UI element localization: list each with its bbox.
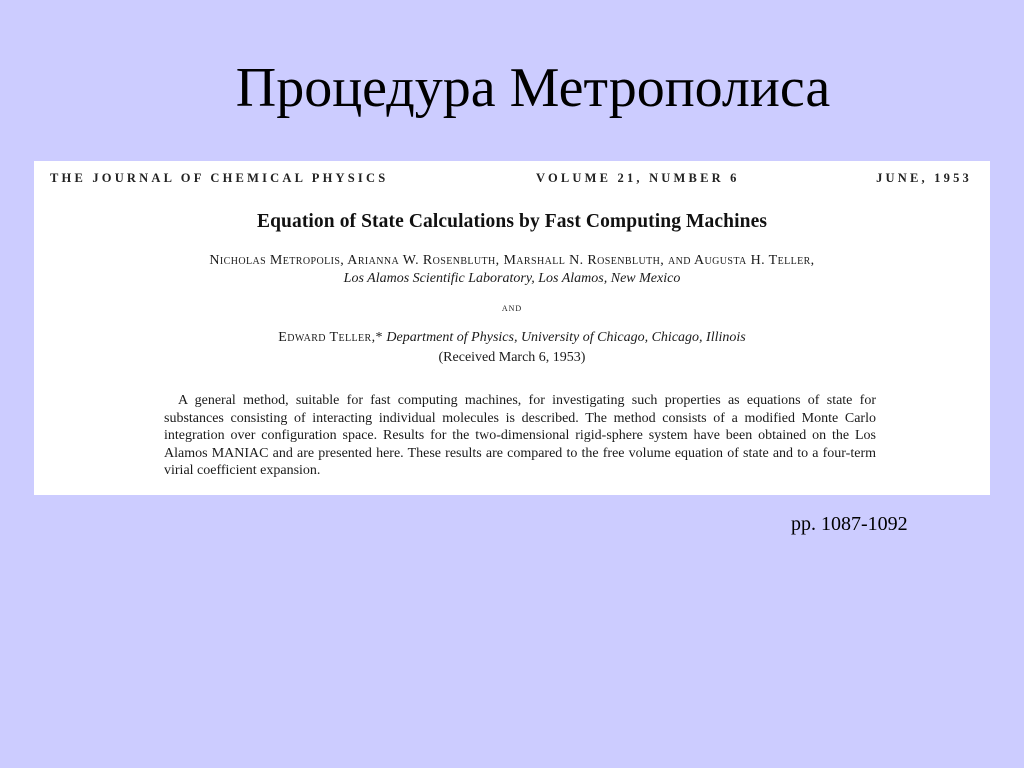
paper-abstract: A general method, suitable for fast computing machines, for investigating such properties as equations of state for substances consisting of interacting individual molecules is described. The method consists of a modified Monte Carlo integration over configuration space. Results for the two-dimensional rigid-sphere system have been obtained on the Los Alamos MANIAC and are presented here. These results are compared to the free volume equation of state and to a four-term virial coefficient expansion.	[164, 393, 876, 478]
paper-affiliation: Los Alamos Scientific Laboratory, Los Alamos, New Mexico	[343, 271, 681, 286]
journal-date: JUNE, 1953	[876, 171, 972, 185]
teller-line	[34, 330, 990, 346]
paper-authors: Nicholas Metropolis, Arianna W. Rosenbluth, Marshall N. Rosenbluth, and Augusta H. Teller,	[209, 253, 815, 268]
paper-title: Equation of State Calculations by Fast Computing Machines	[256, 211, 768, 232]
paper-scan	[34, 161, 990, 495]
journal-masthead	[50, 171, 972, 187]
and-separator: and	[501, 302, 523, 314]
journal-volume: VOLUME 21, NUMBER 6	[536, 171, 740, 185]
page-range: pp. 1087-1092	[791, 513, 908, 535]
teller-name: Edward Teller,*	[278, 330, 383, 345]
slide-title: Процедура Метрополиса	[235, 57, 831, 119]
received-date: (Received March 6, 1953)	[438, 350, 586, 365]
teller-affiliation: Department of Physics, University of Chicago, Chicago, Illinois	[386, 330, 746, 345]
journal-name: THE JOURNAL OF CHEMICAL PHYSICS	[50, 171, 389, 185]
